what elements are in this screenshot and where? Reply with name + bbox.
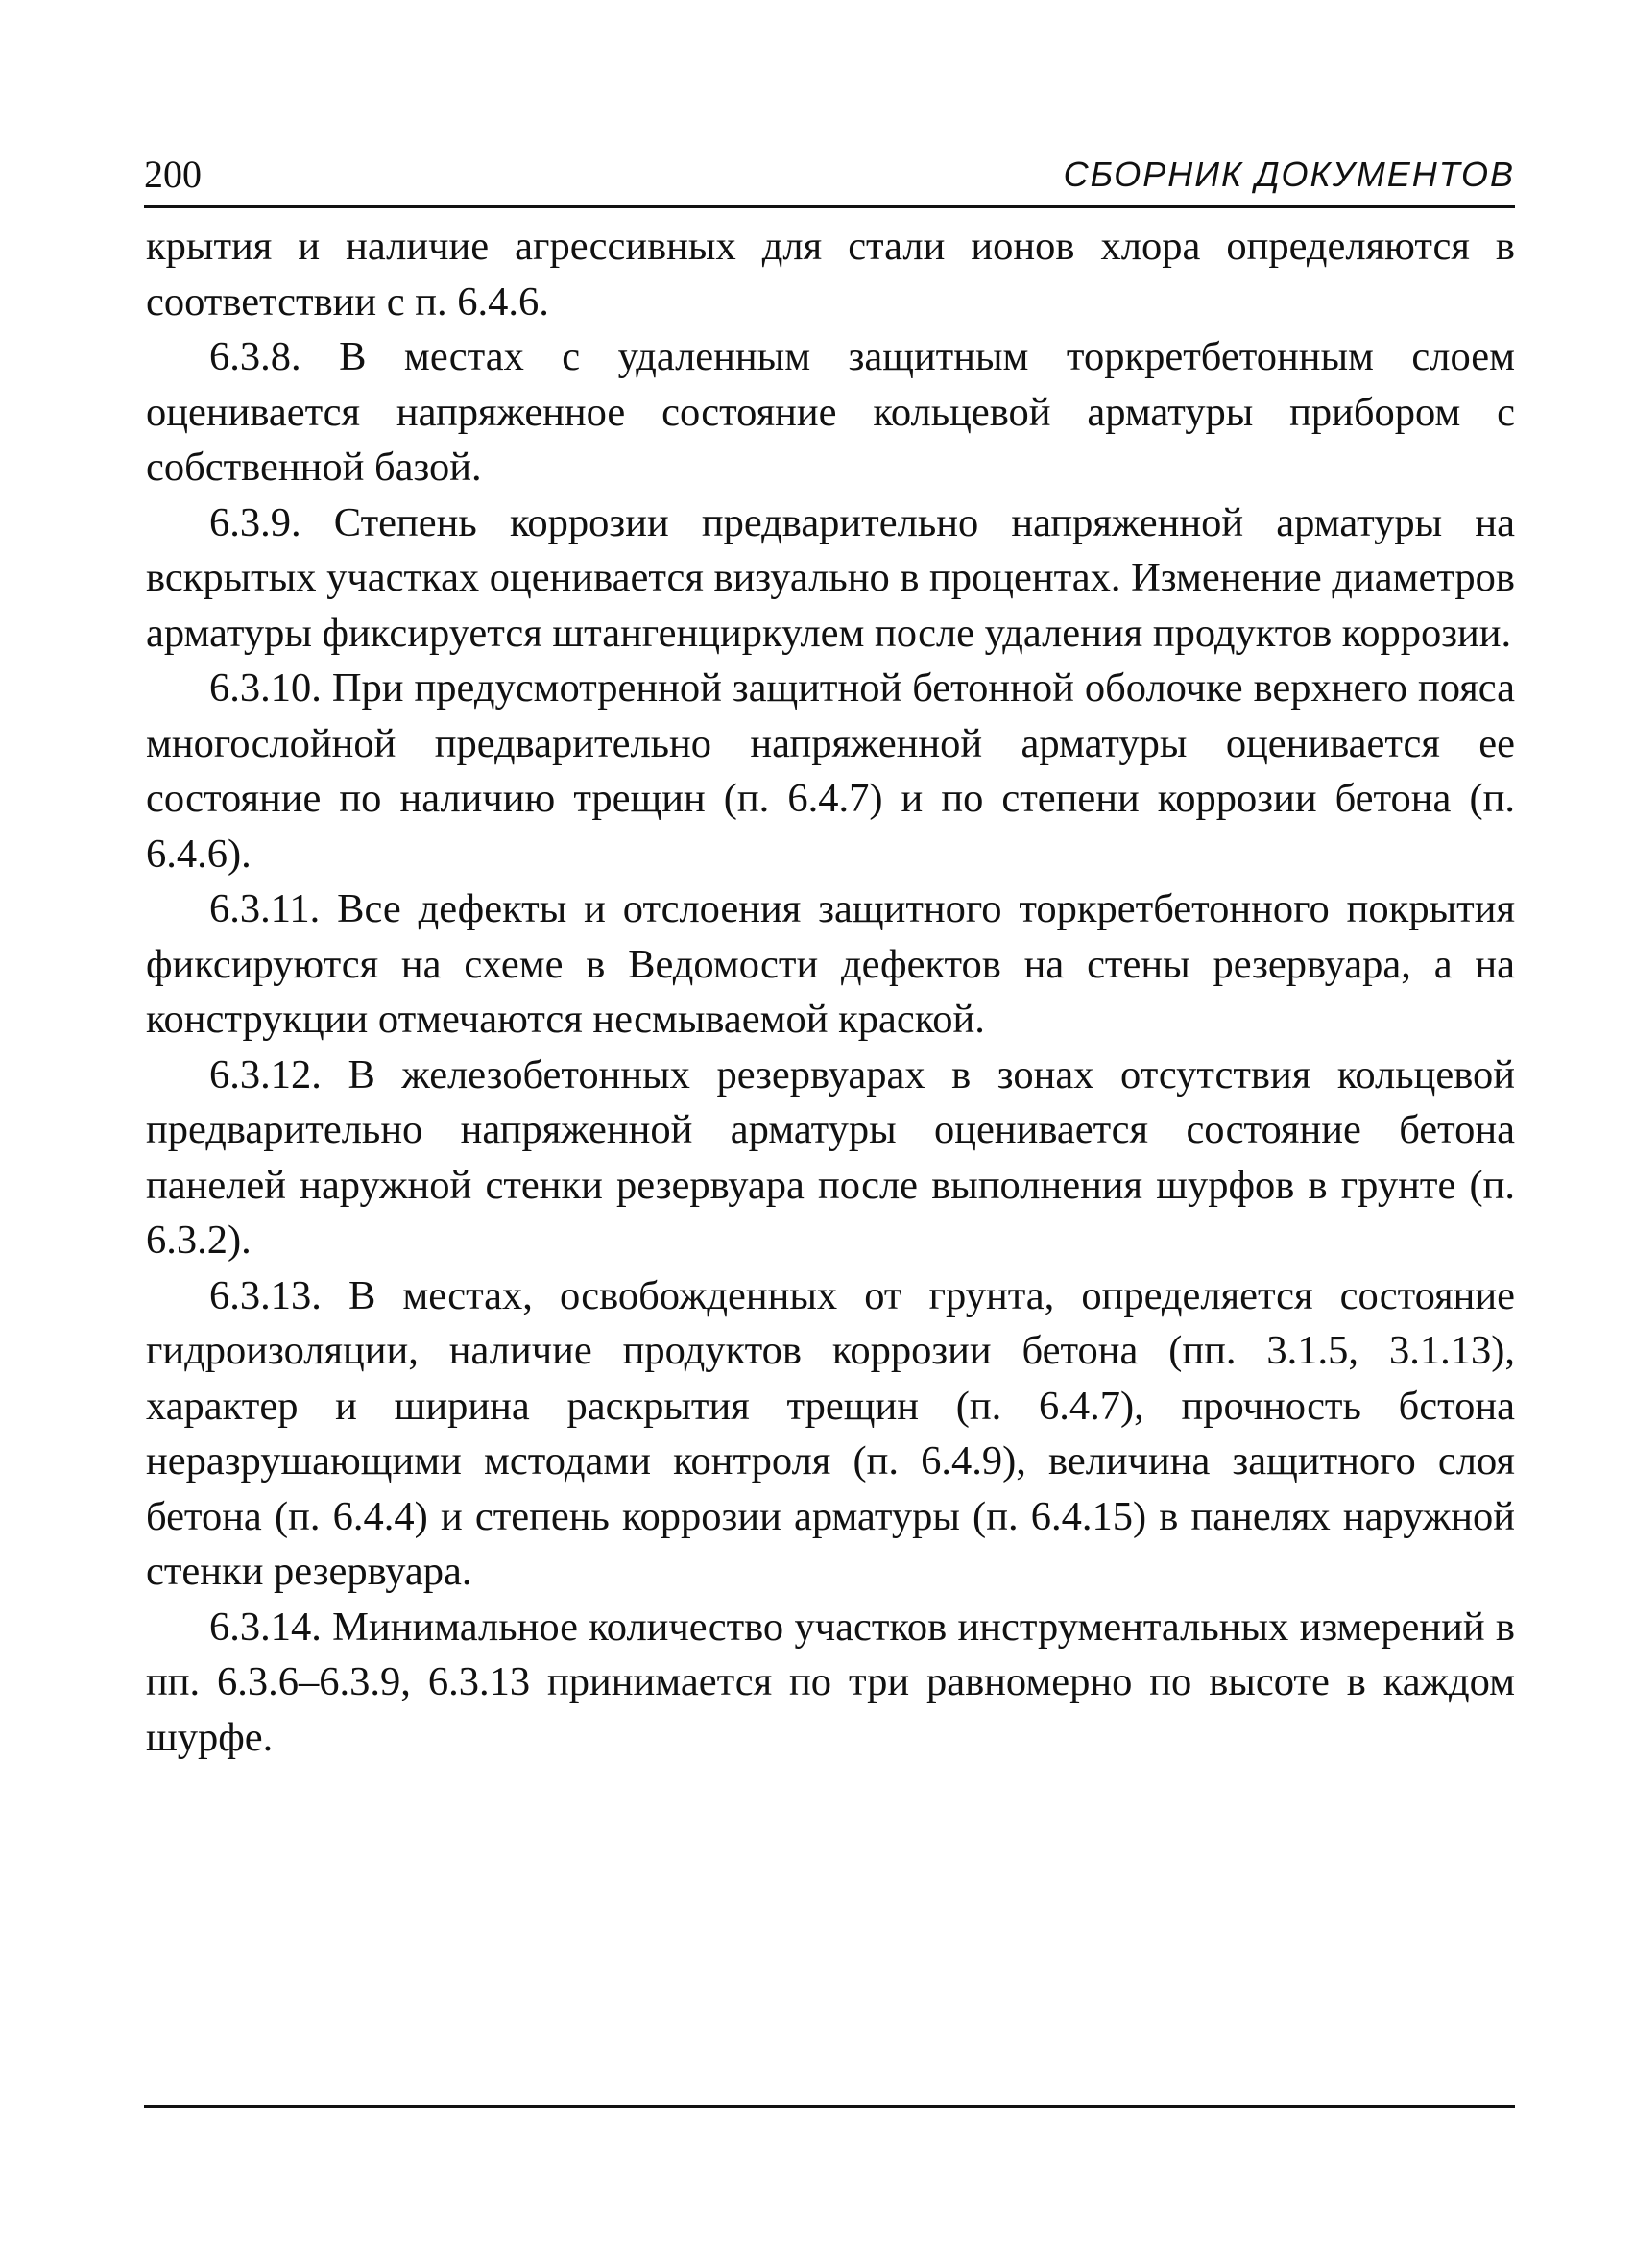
paragraph-continuation: крытия и наличие агрессивных для стали ионов хлора определяются в соответствии с п. 6.4.6. bbox=[146, 224, 1515, 325]
running-title: СБОРНИК ДОКУМЕНТОВ bbox=[1063, 155, 1515, 194]
paragraph-6-3-13: 6.3.13. В местах, освобожденных от грунта, определяется состояние гидроизоляции, наличие продуктов коррозии бетона (пп. 3.1.5, 3.1.13), характер и ширина раскрытия трещин (п. 6.4.7), прочность бстона неразрушающими мстодами контроля (п. 6.4.9), величина защитного слоя бетона (п. 6.4.4) и степень коррозии арматуры (п. 6.4.15) в панелях наружной стенки резервуара. bbox=[146, 1272, 1515, 1594]
footer-rule bbox=[144, 2105, 1515, 2108]
page-number: 200 bbox=[144, 153, 202, 196]
body-text bbox=[146, 219, 1515, 1765]
paragraph-6-3-9: 6.3.9. Степень коррозии предварительно напряженной арматуры на вскрытых участках оценивается визуально в процентах. Изменение диаметров арматуры фиксируется штангенциркулем после удаления продуктов коррозии. bbox=[146, 499, 1515, 656]
paragraph-6-3-12: 6.3.12. В железобетонных резервуарах в зонах отсутствия кольцевой предварительно напряженной арматуры оценивается состояние бетона панелей наружной стенки резервуара после выполнения шурфов в грунте (п. 6.3.2). bbox=[146, 1051, 1515, 1263]
page-header bbox=[144, 144, 1515, 208]
paragraph-6-3-14: 6.3.14. Минимальное количество участков инструментальных измерений в пп. 6.3.6–6.3.9, 6.3.13 принимается по три равномерно по высоте в каждом шурфе. bbox=[146, 1604, 1515, 1760]
paragraph-6-3-11: 6.3.11. Все дефекты и отслоения защитного торкретбетонного покрытия фиксируются на схеме в Ведомости дефектов на стены резервуара, а на конструкции отмечаются несмываемой краской. bbox=[146, 886, 1515, 1042]
paragraph-6-3-10: 6.3.10. При предусмотренной защитной бетонной оболочке верхнего пояса многослойной предварительно напряженной арматуры оценивается ее состояние по наличию трещин (п. 6.4.7) и по степени коррозии бетона (п. 6.4.6). bbox=[146, 665, 1515, 877]
paragraph-6-3-8: 6.3.8. В местах с удаленным защитным торкретбетонным слоем оценивается напряженное состояние кольцевой арматуры прибором с собственной базой. bbox=[146, 334, 1515, 490]
